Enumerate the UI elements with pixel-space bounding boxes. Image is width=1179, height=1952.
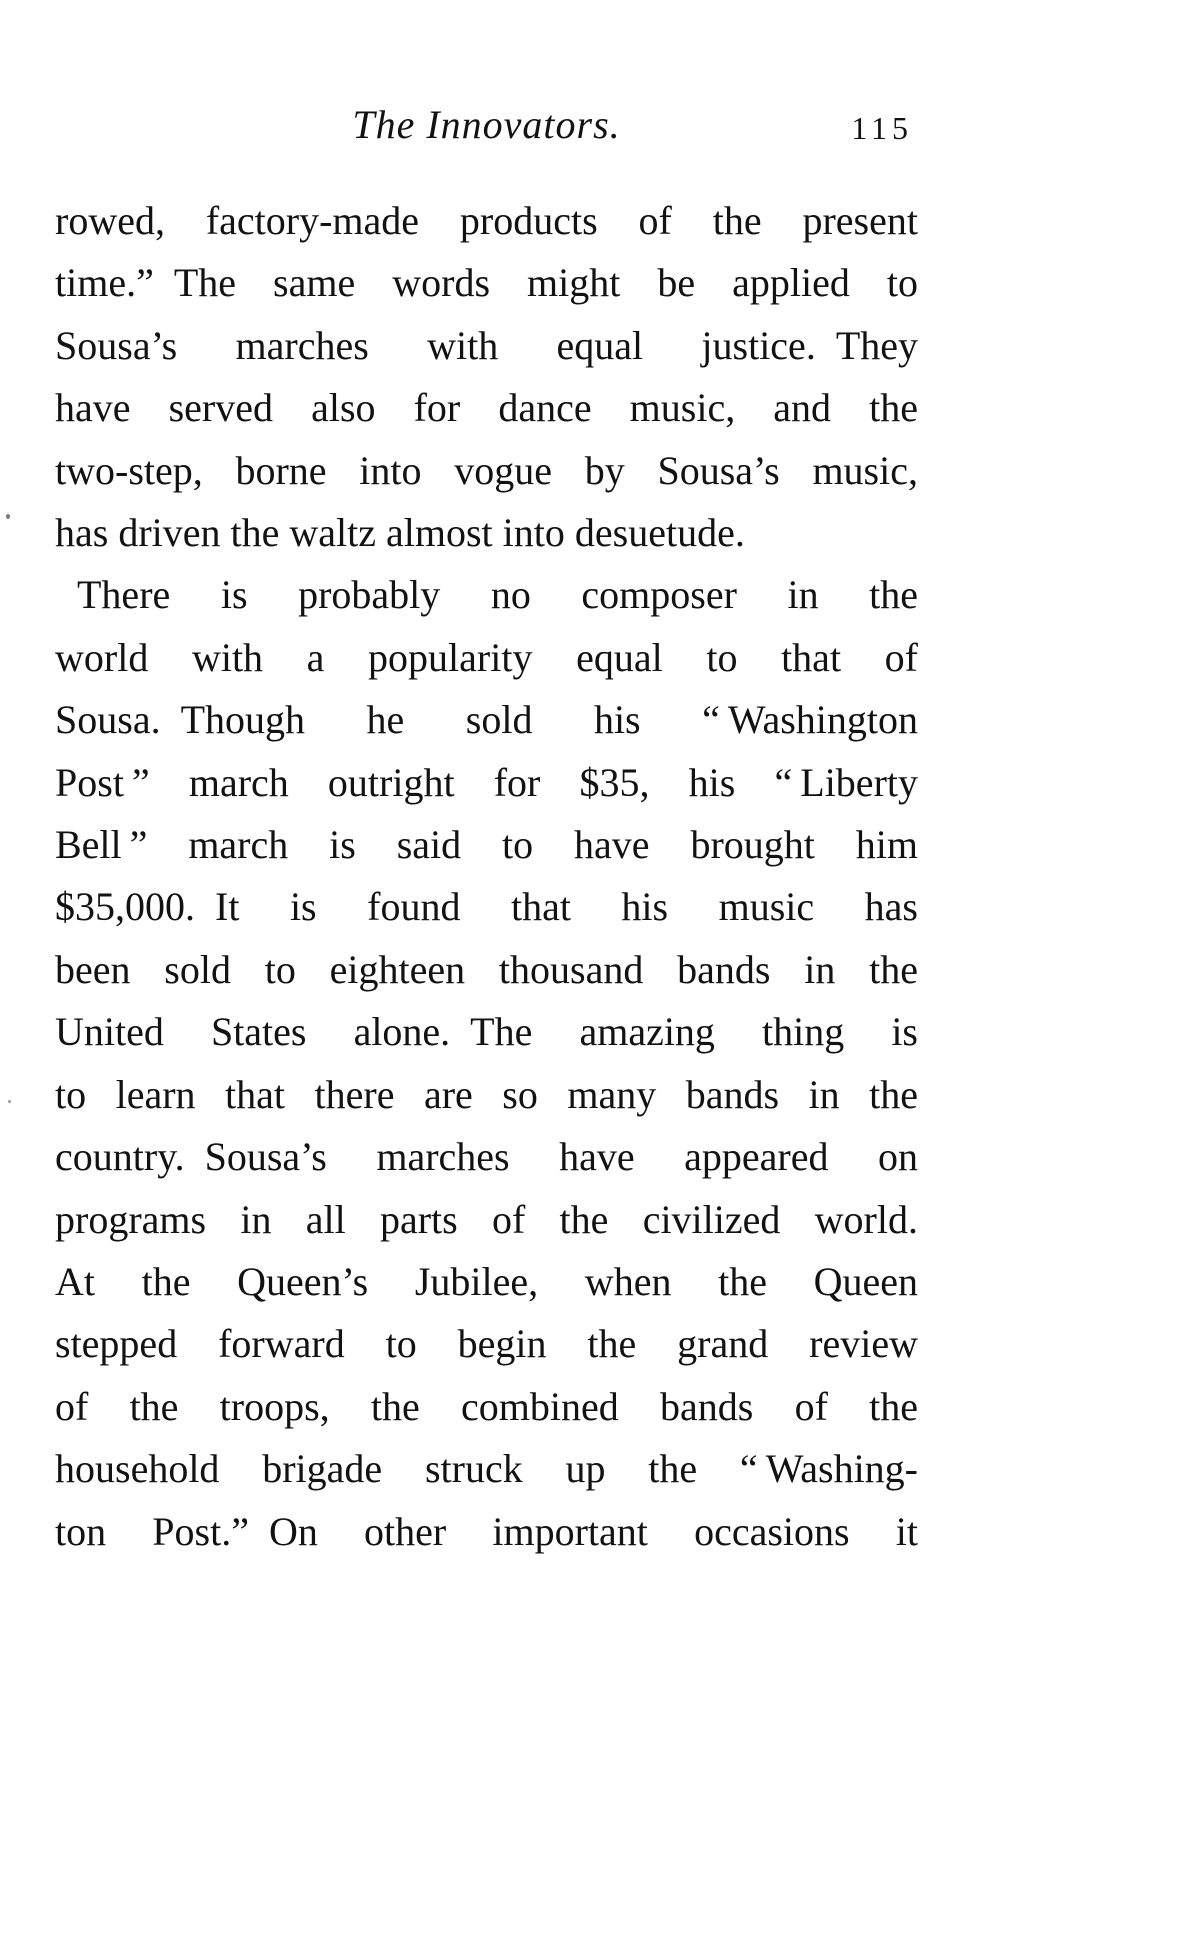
text-line: There is probably no composer in the xyxy=(77,572,918,618)
text-line: two-step, borne into vogue by Sousa’s music, xyxy=(55,447,918,493)
body-text xyxy=(55,190,918,1563)
scan-speck xyxy=(8,1100,11,1103)
text-line: been sold to eighteen thousand bands in the xyxy=(55,946,918,992)
text-line: have served also for dance music, and the xyxy=(55,385,918,431)
text-line: $35,000. It is found that his music has xyxy=(55,884,918,930)
page-number: 115 xyxy=(851,110,913,146)
text-line: rowed, factory-made products of the present xyxy=(55,198,918,243)
text-line: Sousa. Though he sold his “ Washington xyxy=(55,697,918,743)
text-line: Bell ” march is said to have brought him xyxy=(55,822,918,868)
text-line: time.” The same words might be applied to xyxy=(55,260,918,306)
text-line: stepped forward to begin the grand review xyxy=(55,1321,918,1367)
text-line: programs in all parts of the civilized world. xyxy=(55,1196,918,1242)
text-line: Post ” march outright for $35, his “ Liberty xyxy=(55,759,918,805)
text-line: to learn that there are so many bands in the xyxy=(55,1071,918,1117)
text-line: United States alone. The amazing thing is xyxy=(55,1009,918,1055)
text-line: household brigade struck up the “ Washing- xyxy=(55,1446,918,1492)
page-header xyxy=(55,103,918,147)
text-line: At the Queen’s Jubilee, when the Queen xyxy=(55,1258,918,1304)
text-line: country. Sousa’s marches have appeared on xyxy=(55,1134,918,1180)
text-line: world with a popularity equal to that of xyxy=(55,634,918,680)
scan-speck xyxy=(6,514,10,519)
running-title: The Innovators. xyxy=(352,102,621,147)
text-line: has driven the waltz almost into desuetude. xyxy=(55,510,745,556)
text-line: ton Post.” On other important occasions it xyxy=(55,1508,918,1554)
text-line: Sousa’s marches with equal justice. They xyxy=(55,322,918,368)
text-line: of the troops, the combined bands of the xyxy=(55,1383,918,1429)
